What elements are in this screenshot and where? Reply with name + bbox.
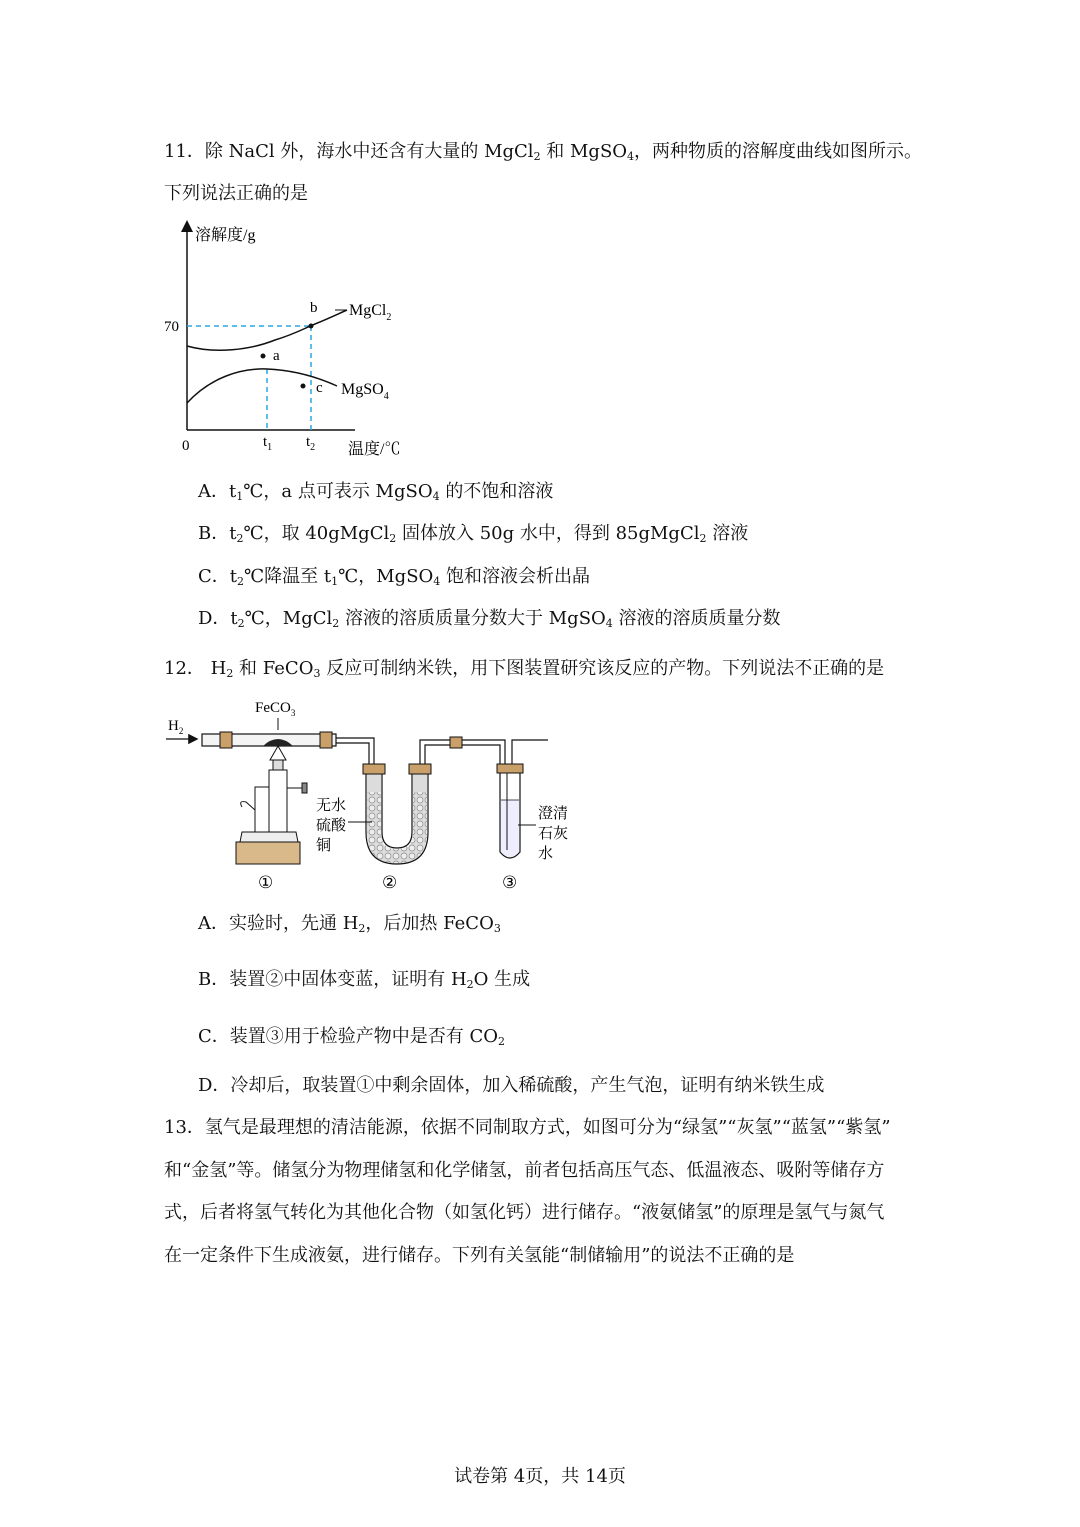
- num-2: ②: [382, 873, 398, 893]
- flame: [270, 746, 286, 760]
- q12-option-c: C．装置③用于检验产物中是否有 $CO_2$: [198, 1026, 506, 1048]
- num-3: ③: [502, 873, 518, 893]
- q13-line3: 式，后者将氢气转化为其他化合物（如氢化钙）进行储存。“液氨储氢”的原理是氢气与氮气: [164, 1202, 885, 1223]
- x-axis-label: 温度/℃: [348, 441, 401, 458]
- point-b: [309, 324, 314, 329]
- point-a-label: a: [273, 348, 280, 364]
- y-tick-70: 70: [164, 319, 179, 335]
- q13-line4: 在一定条件下生成液氨，进行储存。下列有关氢能“制储输用”的说法不正确的是: [164, 1245, 795, 1266]
- label-2-line2: 硫酸: [316, 818, 347, 834]
- wood-block: [236, 842, 300, 864]
- label-3-line1: 澄清: [538, 806, 569, 822]
- series-mgcl2-label: MgCl$_2$: [349, 302, 392, 323]
- q11-stem-line1: 11．除 NaCl 外，海水中还含有大量的 MgCl$_2$ 和 MgSO$_4$，两种物质的溶解度曲线如图所示。: [164, 141, 923, 163]
- q11-stem-line2: 下列说法正确的是: [164, 183, 308, 204]
- x-tick-t1: $t_1$: [263, 434, 273, 453]
- page-footer: 试卷第 4页，共 14页: [454, 1466, 626, 1487]
- q12-option-a: A．实验时，先通 $H_2$，后加热 FeCO$_3$: [198, 913, 501, 935]
- point-c-label: c: [316, 380, 323, 396]
- q12-stem: 12． $H_2$ 和 FeCO$_3$ 反应可制纳米铁，用下图装置研究该反应的产物。下列说法不正确的是: [164, 658, 885, 680]
- label-3-line2: 石灰: [538, 826, 569, 842]
- q12-option-b: B．装置②中固体变蓝，证明有 $H_2O$ 生成: [198, 969, 531, 991]
- feco3-label: FeCO$_3$: [255, 700, 296, 718]
- label-2-line3: 铜: [316, 838, 332, 854]
- point-a: [261, 354, 266, 359]
- point-b-label: b: [310, 300, 318, 316]
- label-3-line3: 水: [538, 846, 554, 862]
- q11-option-d: D．$t_2℃$，MgCl$_2$ 溶液的溶质质量分数大于 MgSO$_4$ 溶液的溶质质量分数: [198, 608, 781, 630]
- q11-option-c: C．$t_2℃$降温至 $t_1℃$，MgSO$_4$ 饱和溶液会析出晶: [198, 566, 591, 588]
- q11-option-a: A．$t_1℃$，a 点可表示 MgSO$_4$ 的不饱和溶液: [198, 481, 554, 503]
- x-tick-t2: $t_2$: [306, 434, 316, 453]
- burner-base: [240, 832, 298, 842]
- q12-option-d: D．冷却后，取装置①中剩余固体，加入稀硫酸，产生气泡，证明有纳米铁生成: [198, 1075, 825, 1096]
- mgcl2-curve: [187, 310, 347, 350]
- mgso4-curve: [187, 369, 337, 403]
- point-c: [301, 384, 306, 389]
- solubility-chart: [155, 218, 425, 468]
- num-1: ①: [258, 873, 274, 893]
- apparatus-figure: [160, 692, 580, 897]
- q11-option-b: B．$t_2℃$，取 40gMgCl$_2$ 固体放入 50g 水中，得到 85gMgCl$_2$ 溶液: [198, 523, 749, 545]
- series-mgso4-label: MgSO$_4$: [341, 381, 389, 402]
- origin-label: 0: [182, 438, 190, 454]
- y-axis-label: 溶解度/g: [195, 227, 256, 244]
- label-2-line1: 无水: [316, 798, 347, 814]
- h2-label: $H_2$: [168, 718, 184, 736]
- q13-line1: 13．氢气是最理想的清洁能源，依据不同制取方式，如图可分为“绿氢”“灰氢”“蓝氢”“紫氢”: [164, 1117, 891, 1138]
- q13-line2: 和“金氢”等。储氢分为物理储氢和化学储氢，前者包括高压气态、低温液态、吸附等储存方: [164, 1160, 885, 1181]
